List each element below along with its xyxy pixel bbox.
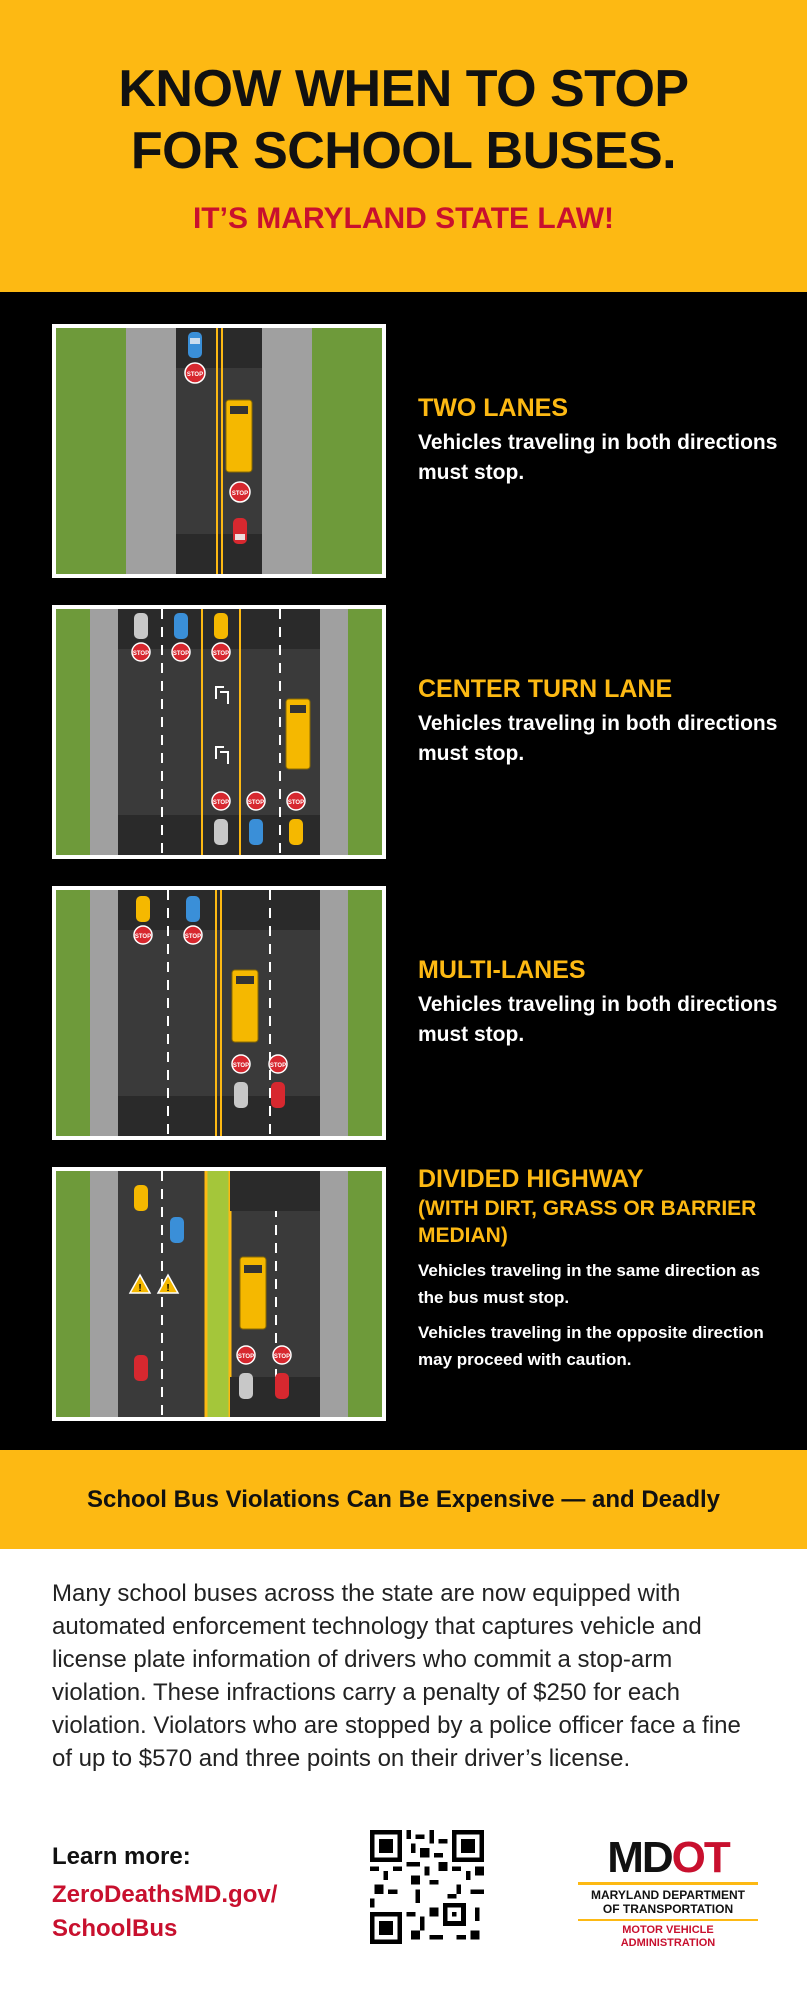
stop-sign-icon [172,643,190,661]
divided-highway-info [418,1165,778,1381]
stop-sign-icon [273,1346,291,1364]
stop-sign-icon [269,1055,287,1073]
stop-sign-icon [184,926,202,944]
header [0,0,807,292]
car-icon [134,1185,148,1211]
stop-sign-icon [247,792,265,810]
svg-text:STOP: STOP [287,800,305,806]
scenario-description: Vehicles traveling in both directions must stop. [418,712,778,765]
scenario-title: DIVIDED HIGHWAY [418,1165,644,1193]
learn-more [52,1840,277,1946]
svg-text:STOP: STOP [172,651,190,657]
car-icon [214,819,228,845]
svg-text:STOP: STOP [132,651,150,657]
svg-text:STOP: STOP [212,800,230,806]
learn-more-label: Learn more: [52,1843,191,1870]
multi-lanes-info [418,956,778,1050]
svg-text:STOP: STOP [231,491,249,497]
stop-sign-icon [237,1346,255,1364]
mdot-wordmark: MDOT [607,1833,729,1882]
svg-text:STOP: STOP [247,800,265,806]
warning-banner [0,1450,807,1549]
qr-code-icon[interactable] [370,1830,484,1944]
center-turn-lane-info [418,675,778,769]
mdot-logo-icon [578,1833,758,1950]
stop-sign-icon [230,482,250,502]
car-icon [136,896,150,922]
zero-deaths-link[interactable]: ZeroDeathsMD.gov/ [52,1881,278,1908]
zero-deaths-link-path[interactable]: SchoolBus [52,1915,178,1942]
title-line-1: KNOW WHEN TO STOP [118,60,689,118]
car-icon [275,1373,289,1399]
car-icon [239,1373,253,1399]
enforcement-paragraph: Many school buses across the state are now equipped with automated enforcement technology that captures vehicle and license plate information of drivers who commit a stop-arm violation. These infractions carry a penalty of $250 for each violation. Violators who are stopped by a police officer face a fine of up to $570 and three points on their driver’s license. [52,1580,741,1772]
mva-name: MOTOR VEHICLE ADMINISTRATION [578,1919,758,1950]
school-bus-icon [232,970,258,1042]
svg-text:STOP: STOP [186,372,204,378]
scenario-description-opposite-direction: Vehicles traveling in the opposite direction may proceed with caution. [418,1323,764,1369]
svg-text:STOP: STOP [212,651,230,657]
scenario-subtitle: (WITH DIRT, GRASS OR BARRIER MEDIAN) [418,1197,757,1247]
school-bus-icon [240,1257,266,1329]
car-icon [134,1355,148,1381]
scenario-title: TWO LANES [418,394,568,422]
car-icon [174,613,188,639]
school-bus-icon [286,699,310,769]
page-title [0,0,807,182]
footer [0,1820,807,1993]
stop-sign-icon [287,792,305,810]
stop-sign-icon [132,643,150,661]
car-icon [234,1082,248,1108]
stop-sign-icon [212,643,230,661]
title-line-2: FOR SCHOOL BUSES. [130,122,677,180]
car-icon [214,613,228,639]
svg-text:!: ! [166,1283,170,1294]
car-icon [170,1217,184,1243]
two-lanes-diagram [52,324,386,578]
banner-text: School Bus Violations Can Be Expensive — and Deadly [86,1485,721,1513]
car-icon [271,1082,285,1108]
divided-highway-diagram [52,1167,386,1421]
scenarios-panel [0,292,807,1450]
school-bus-icon [226,400,252,472]
scenario-title: CENTER TURN LANE [418,675,673,703]
stop-sign-icon [212,792,230,810]
car-icon [134,613,148,639]
stop-sign-icon [185,363,205,383]
car-icon [186,896,200,922]
svg-text:STOP: STOP [134,934,152,940]
svg-text:STOP: STOP [269,1063,287,1069]
scenario-title: MULTI-LANES [418,956,586,984]
center-turn-lane-diagram [52,605,386,859]
svg-text:STOP: STOP [237,1354,255,1360]
stop-sign-icon [232,1055,250,1073]
car-icon [188,332,202,358]
scenario-description: Vehicles traveling in both directions must stop. [418,993,778,1046]
svg-text:STOP: STOP [232,1063,250,1069]
multi-lanes-diagram [52,886,386,1140]
subtitle: IT’S MARYLAND STATE LAW! [192,202,615,235]
car-icon [289,819,303,845]
mdot-org-name: MARYLAND DEPARTMENT OF TRANSPORTATION [578,1882,758,1916]
scenario-description-same-direction: Vehicles traveling in the same direction as the bus must stop. [418,1261,761,1307]
scenario-description: Vehicles traveling in both directions must stop. [418,431,778,484]
stop-sign-icon [134,926,152,944]
svg-text:!: ! [138,1283,142,1294]
car-icon [233,518,247,544]
two-lanes-info [418,394,778,488]
svg-text:STOP: STOP [273,1354,291,1360]
svg-text:STOP: STOP [184,934,202,940]
car-icon [249,819,263,845]
